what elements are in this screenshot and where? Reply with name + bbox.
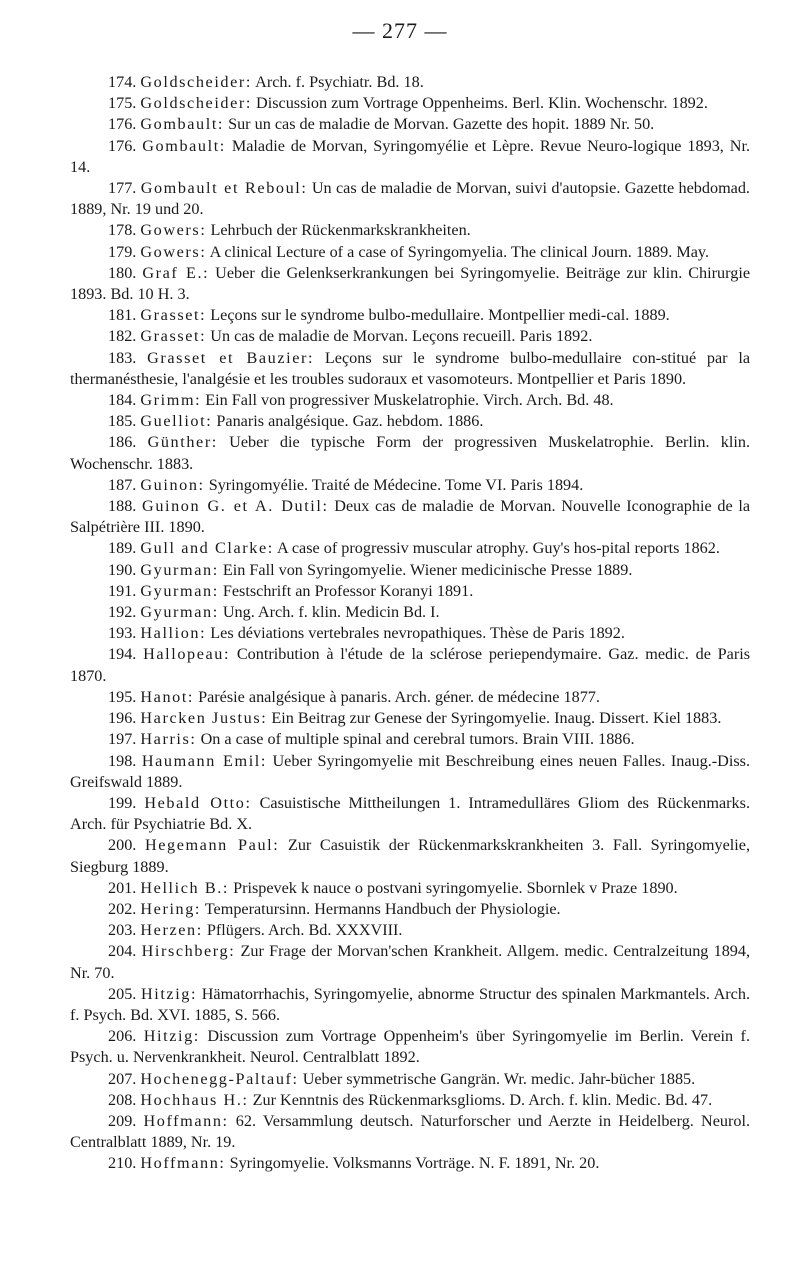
reference-text: Lehrbuch der Rückenmarkskrankheiten. [210,221,471,240]
reference-number: 179. [108,242,137,261]
reference-author: Gyurman: [140,603,219,622]
reference-author: Hegemann Paul: [144,836,280,855]
reference-entry [70,793,750,835]
reference-entry [70,602,750,623]
reference-number: 186. [108,433,137,452]
reference-text: Deux cas de maladie de Morvan. Nouvelle Iconographie de la Salpétrière III. 1890. [70,497,751,537]
reference-entry [70,878,750,899]
reference-text: Discussion zum Vortrage Oppenheim's über Syringomyelie im Berlin. Verein f. Psych. u. Nervenkrankheit. Neurol. Centralblatt 1892. [70,1027,750,1067]
reference-entry [70,581,750,602]
reference-text: 62. Versammlung deutsch. Naturforscher und Aerzte in Heidelberg. Neurol. Centralblatt 1889, Nr. 19. [70,1111,751,1152]
reference-author: Hochenegg-Paltauf: [140,1069,299,1088]
reference-author: Grasset: [140,306,207,325]
reference-text: Hämatorrhachis, Syringomyelie, abnorme Structur des spinalen Markmantels. Arch. f. Psych. Bd. XVI. 1885, S. 566. [70,984,750,1024]
reference-entry [70,984,750,1026]
reference-author: Graf E.: [142,263,210,282]
reference-text: Arch. f. Psychiatr. Bd. 18. [255,73,424,91]
reference-text: Un cas de maladie de Morvan. Leçons recueill. Paris 1892. [210,327,593,346]
reference-text: Zur Casuistik der Rückenmarkskrankheiten 3. Fall. Syringomyelie, Siegburg 1889. [70,836,751,876]
reference-number: 207. [108,1069,137,1088]
reference-text: Leçons sur le syndrome bulbo-medullaire con-stitué par la thermanésthesie, l'analgésie et les troubles sudoraux et vasomoteurs. Montpellier et Paris 1890. [70,348,751,388]
reference-author: Grasset et Bauzier: [147,348,315,367]
reference-author: Hoffmann: [140,1154,226,1173]
reference-number: 180. [108,263,137,282]
reference-entry [70,305,750,326]
reference-author: Guinon G. et A. Dutil: [142,497,329,516]
reference-text: Prispevek k nauce o postvani syringomyelie. Sbornlek v Praze 1890. [233,878,678,897]
reference-number: 196. [108,709,137,728]
reference-number: 198. [108,751,137,770]
reference-number: 190. [108,560,137,579]
reference-author: Goldscheider: [140,73,252,91]
reference-author: Hitzig: [140,984,198,1003]
reference-author: Gombault: [142,136,226,155]
reference-number: 189. [108,539,137,558]
reference-author: Haumann Emil: [141,751,267,770]
page-number: — 277 — [352,18,448,43]
reference-text: Ueber symmetrische Gangrän. Wr. medic. Jahr-bücher 1885. [302,1069,696,1088]
reference-text: Pflügers. Arch. Bd. XXXVIII. [206,921,403,940]
reference-number: 210. [108,1154,137,1173]
reference-text: Syringomyelie. Volksmanns Vorträge. N. F. 1891, Nr. 20. [229,1154,600,1173]
reference-author: Hitzig: [143,1027,200,1046]
reference-text: Maladie de Morvan, Syringomyélie et Lèpre. Revue Neuro-logique 1893, Nr. 14. [70,136,751,176]
reference-text: Ueber die Gelenkserkrankungen bei Syringomyelie. Beiträge zur klin. Chirurgie 1893. Bd. 10 H. 3. [70,263,751,304]
reference-text: Leçons sur le syndrome bulbo-medullaire. Montpellier medi-cal. 1889. [210,306,670,325]
reference-entry [70,432,750,474]
reference-entry [70,72,750,93]
reference-author: Hanot: [140,687,195,706]
reference-author: Hirschberg: [141,942,236,961]
reference-entry [70,1069,750,1090]
reference-text: Ein Fall von progressiver Muskelatrophie. Virch. Arch. Bd. 48. [205,391,614,410]
reference-number: 209. [108,1111,137,1130]
reference-number: 183. [108,348,137,367]
reference-author: Hering: [140,899,202,918]
reference-author: Grasset: [140,327,207,346]
reference-list [70,72,750,1175]
reference-author: Hebald Otto: [144,793,252,812]
reference-number: 194. [108,645,137,664]
reference-author: Hochhaus H.: [140,1090,249,1109]
reference-author: Gull and Clarke: [140,539,274,558]
reference-entry [70,708,750,729]
reference-author: Harcken Justus: [140,709,268,728]
reference-entry [70,475,750,496]
reference-entry [70,1090,750,1111]
reference-entry [70,899,750,920]
reference-author: Gyurman: [140,560,219,579]
reference-text: Panaris analgésique. Gaz. hebdom. 1886. [216,412,484,431]
reference-number: 187. [108,475,137,494]
reference-entry [70,242,750,263]
reference-entry [70,1026,750,1068]
reference-text: Casuistische Mittheilungen 1. Intramedulläres Gliom des Rückenmarks. Arch. für Psychiatrie Bd. X. [70,793,751,834]
reference-author: Gowers: [140,221,207,240]
reference-author: Hellich B.: [140,878,230,897]
reference-text: Sur un cas de maladie de Morvan. Gazette des hopit. 1889 Nr. 50. [228,115,655,134]
reference-number: 195. [108,687,137,706]
reference-entry [70,835,750,877]
reference-author: Hallopeau: [143,645,231,664]
reference-number: 203. [108,921,137,940]
reference-entry [70,411,750,432]
reference-text: Ueber die typische Form der progressiven Muskelatrophie. Berlin. klin. Wochenschr. 1883. [70,433,751,473]
reference-number: 182. [108,327,137,346]
reference-entry [70,623,750,644]
reference-text: Festschrift an Professor Koranyi 1891. [222,581,474,600]
reference-author: Gyurman: [140,581,219,600]
reference-entry [70,390,750,411]
reference-author: Günther: [147,433,218,452]
reference-entry [70,644,750,686]
reference-author: Gowers: [140,242,207,261]
reference-number: 202. [108,899,137,918]
reference-author: Guelliot: [140,412,213,431]
reference-entry [70,941,750,983]
reference-number: 193. [108,624,137,643]
reference-entry [70,729,750,750]
reference-entry [70,538,750,559]
reference-author: Grimm: [140,391,202,410]
reference-text: Ein Fall von Syringomyelie. Wiener medicinische Presse 1889. [222,560,633,579]
reference-entry [70,920,750,941]
reference-number: 176. [108,136,137,155]
reference-entry [70,687,750,708]
reference-text: Ein Beitrag zur Genese der Syringomyelie. Inaug. Dissert. Kiel 1883. [271,709,722,728]
reference-number: 178. [108,221,137,240]
reference-entry [70,1153,750,1174]
reference-entry [70,496,750,538]
reference-number: 192. [108,603,137,622]
reference-author: Hoffmann: [143,1111,229,1130]
reference-number: 176. [108,115,137,134]
reference-author: Goldscheider: [140,94,252,113]
reference-entry [70,263,750,305]
reference-author: Herzen: [140,921,203,940]
reference-entry [70,114,750,135]
reference-number: 208. [108,1090,137,1109]
reference-number: 174. [108,73,137,91]
reference-entry [70,751,750,793]
reference-text: Ung. Arch. f. klin. Medicin Bd. I. [222,603,440,622]
reference-text: Contribution à l'étude de la sclérose periependymaire. Gaz. medic. de Paris 1870. [70,645,751,685]
reference-author: Gombault et Reboul: [140,179,308,198]
reference-entry [70,348,750,390]
reference-number: 175. [108,94,137,113]
reference-text: Ueber Syringomyelie mit Beschreibung eines neuen Falles. Inaug.-Diss. Greifswald 1889. [70,751,751,791]
reference-text: Syringomyélie. Traité de Médecine. Tome VI. Paris 1894. [208,475,584,494]
reference-text: A clinical Lecture of a case of Syringomyelia. The clinical Journ. 1889. May. [209,242,709,261]
reference-author: Gombault: [140,115,225,134]
reference-entry [70,1111,750,1153]
reference-entry [70,560,750,581]
reference-text: Un cas de maladie de Morvan, suivi d'autopsie. Gazette hebdomad. 1889, Nr. 19 und 20. [70,179,750,219]
reference-number: 188. [108,497,137,516]
reference-number: 191. [108,581,137,600]
reference-text: Les déviations vertebrales nevropathiques. Thèse de Paris 1892. [210,624,625,643]
reference-number: 200. [108,836,137,855]
reference-number: 205. [108,984,137,1003]
reference-text: Discussion zum Vortrage Oppenheims. Berl. Klin. Wochenschr. 1892. [256,94,708,113]
reference-author: Harris: [140,730,197,749]
reference-number: 204. [108,942,137,961]
reference-number: 197. [108,730,137,749]
reference-entry [70,93,750,114]
reference-entry [70,136,750,178]
reference-entry [70,178,750,220]
reference-text: Zur Kenntnis des Rückenmarksglioms. D. Arch. f. klin. Medic. Bd. 47. [252,1090,713,1109]
reference-number: 177. [108,179,137,198]
reference-text: Temperatursinn. Hermanns Handbuch der Physiologie. [204,899,561,918]
reference-text: A case of progressiv muscular atrophy. Guy's hos-pital reports 1862. [277,539,720,558]
reference-number: 199. [108,793,137,812]
reference-text: On a case of multiple spinal and cerebral tumors. Brain VIII. 1886. [200,730,635,749]
reference-number: 181. [108,306,137,325]
reference-number: 206. [108,1027,137,1046]
reference-author: Hallion: [140,624,207,643]
reference-entry [70,326,750,347]
reference-number: 185. [108,412,137,431]
reference-text: Zur Frage der Morvan'schen Krankheit. Allgem. medic. Centralzeitung 1894, Nr. 70. [70,942,751,982]
reference-number: 184. [108,391,137,410]
reference-number: 201. [108,878,137,897]
reference-author: Guinon: [140,475,205,494]
reference-text: Parésie analgésique à panaris. Arch. géner. de médecine 1877. [198,687,600,706]
reference-entry [70,220,750,241]
